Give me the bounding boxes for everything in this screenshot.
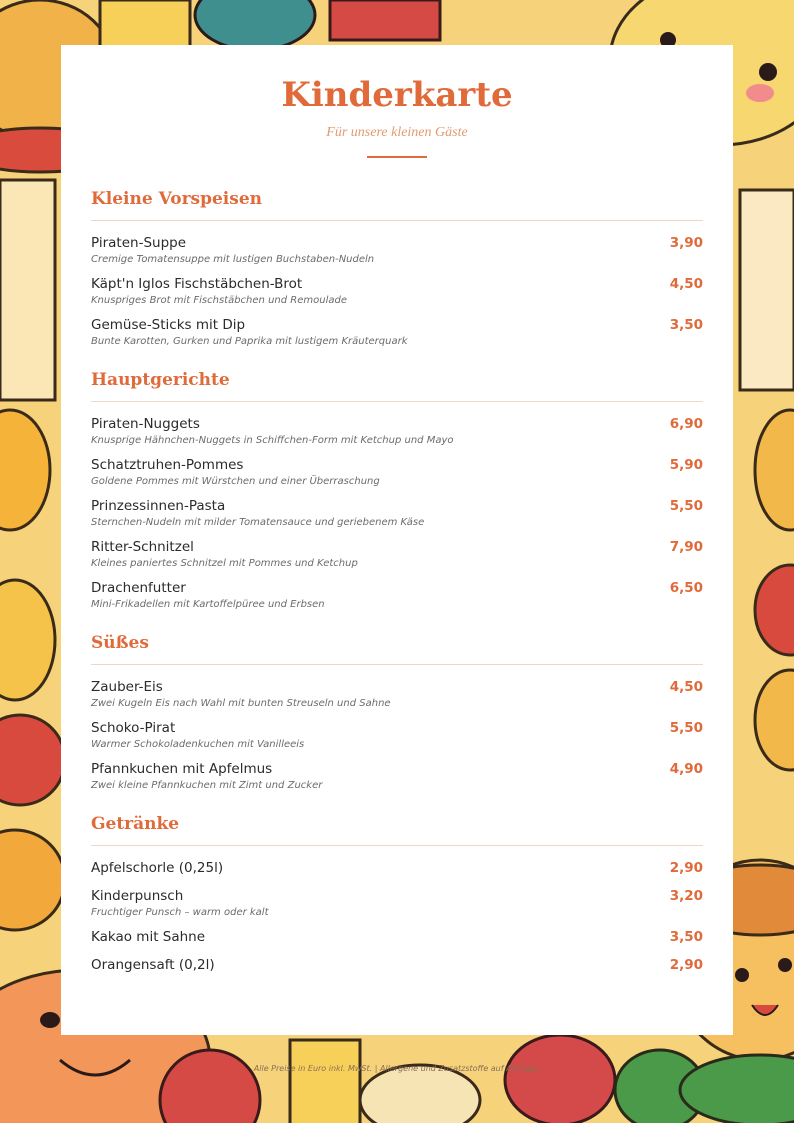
menu-item-price: 6,90 <box>669 416 703 432</box>
menu-item-description: Knusprige Hähnchen-Nuggets in Schiffchen-Form mit Ketchup und Mayo <box>91 435 454 446</box>
menu-item-price: 2,90 <box>669 957 703 973</box>
footer-note: Alle Preise in Euro inkl. MwSt. | Allergene und Zusatzstoffe auf Anfrage. <box>253 1064 541 1073</box>
section-title: Kleine Vorspeisen <box>91 188 703 221</box>
menu-item-name: Piraten-Nuggets <box>91 416 200 432</box>
menu-item-price: 2,90 <box>669 860 703 876</box>
menu-item-price: 4,50 <box>669 276 703 292</box>
menu-item-description: Sternchen-Nudeln mit milder Tomatensauce und geriebenem Käse <box>91 517 425 528</box>
menu-title: Kinderkarte <box>281 75 513 115</box>
menu-item-name: Orangensaft (0,2l) <box>91 957 215 973</box>
menu-item-description: Zwei kleine Pfannkuchen mit Zimt und Zucker <box>91 780 323 791</box>
menu-item-price: 5,50 <box>669 720 703 736</box>
menu-item-list <box>91 678 703 793</box>
menu-item-price: 7,90 <box>669 539 703 555</box>
menu-item-list <box>91 234 703 349</box>
menu-item <box>91 316 703 349</box>
menu-item-price: 3,50 <box>669 317 703 333</box>
menu-subtitle: Für unsere kleinen Gäste <box>326 125 468 140</box>
menu-item-description: Mini-Frikadellen mit Kartoffelpüree und Erbsen <box>91 599 325 610</box>
menu-item <box>91 415 703 448</box>
menu-item-name: Gemüse-Sticks mit Dip <box>91 317 246 333</box>
menu-item-description: Warmer Schokoladenkuchen mit Vanilleeis <box>91 739 305 750</box>
menu-item-name: Apfelschorle (0,25l) <box>91 860 224 876</box>
menu-item <box>91 234 703 267</box>
menu-item-price: 5,90 <box>669 457 703 473</box>
menu-item-description: Knuspriges Brot mit Fischstäbchen und Remoulade <box>91 295 347 306</box>
menu-item-price: 3,50 <box>669 929 703 945</box>
menu-item <box>91 956 703 976</box>
menu-item-list <box>91 415 703 612</box>
menu-item-description: Goldene Pommes mit Würstchen und einer Überraschung <box>91 476 380 487</box>
menu-item-name: Kinderpunsch <box>91 888 184 904</box>
menu-sections <box>91 188 703 976</box>
menu-item-price: 3,90 <box>669 235 703 251</box>
menu-item <box>91 859 703 879</box>
menu-item <box>91 275 703 308</box>
menu-item <box>91 579 703 612</box>
menu-item-name: Prinzessinnen-Pasta <box>91 498 226 514</box>
section-title: Süßes <box>91 632 703 665</box>
title-divider <box>367 156 427 158</box>
menu-item-name: Drachenfutter <box>91 580 186 596</box>
menu-item-price: 4,50 <box>669 679 703 695</box>
menu-item-list <box>91 859 703 976</box>
menu-section <box>91 813 703 976</box>
menu-item-price: 5,50 <box>669 498 703 514</box>
menu-item-name: Pfannkuchen mit Apfelmus <box>91 761 273 777</box>
menu-section <box>91 188 703 349</box>
section-title: Getränke <box>91 813 703 846</box>
menu-item-price: 4,90 <box>669 761 703 777</box>
menu-item-name: Piraten-Suppe <box>91 235 187 251</box>
menu-item-name: Kakao mit Sahne <box>91 929 206 945</box>
menu-section <box>91 632 703 793</box>
section-title: Hauptgerichte <box>91 369 703 402</box>
menu-item-price: 3,20 <box>669 888 703 904</box>
menu-item-description: Fruchtiger Punsch – warm oder kalt <box>91 907 269 918</box>
menu-item <box>91 678 703 711</box>
menu-card <box>61 45 733 1035</box>
menu-item <box>91 497 703 530</box>
menu-item-name: Käpt'n Iglos Fischstäbchen-Brot <box>91 276 303 292</box>
menu-item <box>91 456 703 489</box>
menu-item <box>91 719 703 752</box>
menu-item-description: Zwei Kugeln Eis nach Wahl mit bunten Streuseln und Sahne <box>91 698 391 709</box>
menu-item <box>91 760 703 793</box>
menu-item-description: Cremige Tomatensuppe mit lustigen Buchstaben-Nudeln <box>91 254 375 265</box>
menu-item <box>91 928 703 948</box>
menu-section <box>91 369 703 612</box>
menu-item-price: 6,50 <box>669 580 703 596</box>
menu-item-name: Ritter-Schnitzel <box>91 539 194 555</box>
menu-item <box>91 538 703 571</box>
footer <box>0 1064 794 1073</box>
menu-item-name: Schoko-Pirat <box>91 720 176 736</box>
menu-item <box>91 887 703 920</box>
menu-item-description: Bunte Karotten, Gurken und Paprika mit lustigem Kräuterquark <box>91 336 408 347</box>
menu-item-name: Zauber-Eis <box>91 679 163 695</box>
menu-item-name: Schatztruhen-Pommes <box>91 457 244 473</box>
menu-item-description: Kleines paniertes Schnitzel mit Pommes und Ketchup <box>91 558 358 569</box>
